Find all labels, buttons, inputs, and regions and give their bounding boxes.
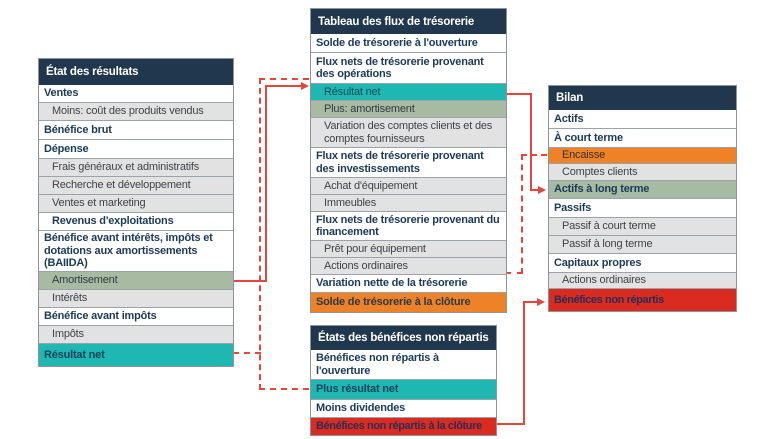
table-row: Solde de trésorerie à l'ouverture [311,34,506,53]
table-row: Variation des comptes clients et des comptes fournisseurs [311,118,506,148]
table-row: Immeubles [311,195,506,212]
table-row: Revenus d'exploitations [39,213,233,231]
table-row: Prêt pour équipement [311,241,506,258]
connector-segment [265,85,267,282]
income-statement-rows [39,85,233,366]
table-row: À court terme [549,129,736,148]
retained-earnings-statement-rows [311,350,496,435]
retained-earnings-statement-table [310,325,497,436]
connector-segment [521,154,547,156]
connector-segment [497,423,525,425]
table-row: Bénéfices non répartis à l'ouverture [311,350,496,380]
table-row: Passif à court terme [549,218,736,236]
table-row: Flux nets de trésorerie provenant des investissements [311,148,506,178]
table-row: Capitaux propres [549,254,736,273]
table-row: Bénéfice avant impôts [39,308,233,326]
cash-flow-statement-title: Tableau des flux de trésorerie [311,9,506,34]
table-row: Encaisse [549,148,736,164]
table-row: Résultat net [39,344,233,366]
connector-segment [259,78,261,390]
cash-flow-statement-table [310,8,507,313]
table-row: Bénéfice brut [39,121,233,140]
table-row: Actions ordinaires [311,258,506,275]
table-row: Flux nets de trésorerie provenant des opérations [311,53,506,84]
table-row: Bénéfices non répartis à la clôture [311,418,496,435]
connector-segment [265,85,303,87]
table-row: Bénéfices non répartis [549,289,736,311]
connector-segment [233,280,267,282]
table-row: Solde de trésorerie à la clôture [311,293,506,312]
table-row: Actions ordinaires [549,273,736,289]
balance-sheet-table [548,85,737,312]
table-row: Actifs [549,110,736,129]
connector-segment [521,154,523,274]
balance-sheet-title: Bilan [549,86,736,110]
table-row: Frais généraux et administratifs [39,159,233,177]
income-statement-title: État des résultats [39,59,233,85]
arrow-icon [301,82,309,90]
balance-sheet-rows [549,110,736,311]
retained-earnings-statement-title: États des bénéfices non répartis [311,326,496,350]
table-row: Moins: coût des produits vendus [39,103,233,121]
table-row: Dépense [39,140,233,159]
connector-segment [505,93,532,95]
table-row: Amortisement [39,272,233,290]
table-row: Bénéfice avant intérêts, impôts et dotations aux amortissements (BAIIDA) [39,231,233,272]
connector-segment [259,78,309,80]
table-row: Résultat net [311,84,506,101]
table-row: Plus résultat net [311,380,496,400]
table-row: Recherche et développement [39,177,233,195]
table-row: Achat d'équipement [311,178,506,195]
table-row: Impôts [39,326,233,344]
arrow-icon [538,186,546,194]
table-row: Moins dividendes [311,400,496,418]
table-row: Intérêts [39,290,233,308]
table-row: Variation nette de la trésorerie [311,275,506,293]
table-row: Flux nets de trésorerie provenant du financement [311,212,506,241]
table-row: Ventes et marketing [39,195,233,213]
table-row: Ventes [39,85,233,103]
table-row: Passif à long terme [549,236,736,254]
connector-segment [233,352,261,354]
table-row: Passifs [549,199,736,218]
cash-flow-statement-rows [311,34,506,312]
income-statement-table [38,58,234,367]
table-row: Actifs à long terme [549,181,736,199]
table-row: Plus: amortisement [311,101,506,118]
connector-segment [530,93,532,190]
arrow-icon [537,298,545,306]
connector-segment [523,301,525,425]
connector-segment [259,388,309,390]
table-row: Comptes clients [549,164,736,181]
